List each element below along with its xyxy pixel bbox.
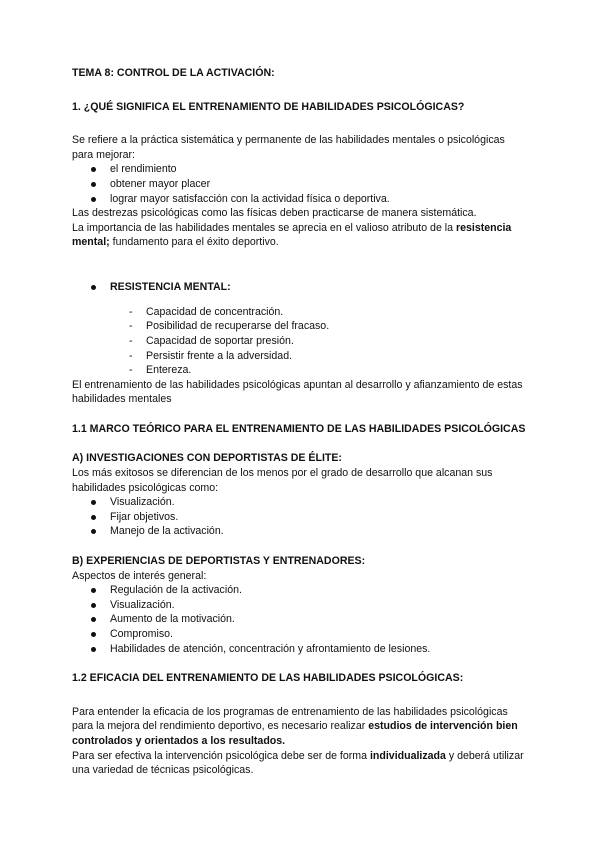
list-item: - Capacidad de concentración. [72,305,528,320]
subsection-a-intro: Los más exitosos se diferencian de los menos por el grado de desarrollo que alcanan sus habilidades psicológicas como: [72,467,493,494]
list-item: - Persistir frente a la adversidad. [72,349,528,364]
paragraph-1-bold: estudios de intervención bien controlados y orientados a los resultados. [72,720,518,747]
section-1-intro: Se refiere a la práctica sistemática y permanente de las habilidades mentales o psicológicas para mejorar: [72,134,505,161]
resistencia-mental-list [72,305,528,378]
list-item: Aumento de la motivación. [72,612,528,627]
section-1-2-paragraph-2 [72,749,528,778]
paragraph-2-bold: individualizada [369,749,446,762]
document-page [72,66,528,778]
resistencia-mental-heading: RESISTENCIA MENTAL: [72,280,528,295]
list-item: - Posibilidad de recuperarse del fracaso. [72,319,528,334]
list-item: Manejo de la activación. [72,524,528,539]
line-2-bold: resistencia mental; [72,221,512,249]
subsection-b-list [72,583,528,656]
line-2-text: La importancia de las habilidades mentales se aprecia en el valioso atributo de la [72,221,456,234]
list-item: - Entereza. [72,363,528,378]
section-1-2-paragraph-1 [72,705,528,749]
list-item: obtener mayor placer [72,177,528,192]
list-item: Fijar objetivos. [72,510,528,525]
subsection-a-heading: A) INVESTIGACIONES CON DEPORTISTAS DE ÉLITE: [72,452,342,465]
subsection-b-intro: Aspectos de interés general: [72,569,207,582]
list-item: Regulación de la activación. [72,583,528,598]
paragraph-2-text: Para ser efectiva la intervención psicológica debe ser de forma [72,749,370,762]
list-item: lograr mayor satisfacción con la actividad física o deportiva. [72,192,528,207]
section-1-bullet-list [72,162,528,206]
line-2-tail: fundamento para el éxito deportivo. [109,236,279,249]
list-item: Visualización. [72,495,528,510]
paragraph-1-text: Para entender la eficacia de los programas de entrenamiento de las habilidades psicológicas para la mejora del rendimiento deportivo, es necesario realizar [72,705,508,733]
subsection-a-list [72,495,528,539]
list-item: Habilidades de atención, concentración y afrontamiento de lesiones. [72,642,528,657]
list-item: el rendimiento [72,162,528,177]
section-1-closing: El entrenamiento de las habilidades psicológicas apuntan al desarrollo y afianzamiento de estas habilidades mentales [72,378,523,406]
section-1-line-2 [72,221,528,250]
list-item: Visualización. [72,598,528,613]
paragraph-2-tail: y deberá utilizar una variedad de técnicas psicológicas. [72,749,524,777]
list-item: Compromiso. [72,627,528,642]
subsection-b-heading: B) EXPERIENCIAS DE DEPORTISTAS Y ENTRENADORES: [72,555,366,568]
section-1-heading: 1. ¿QUÉ SIGNIFICA EL ENTRENAMIENTO DE HABILIDADES PSICOLÓGICAS? [72,100,465,113]
list-item: - Capacidad de soportar presión. [72,334,528,349]
section-1-line-1: Las destrezas psicológicas como las físicas deben practicarse de manera sistemática. [72,207,477,220]
document-title: TEMA 8: CONTROL DE LA ACTIVACIÓN: [72,67,275,79]
section-1-1-heading: 1.1 MARCO TEÓRICO PARA EL ENTRENAMIENTO DE LAS HABILIDADES PSICOLÓGICAS [72,422,526,435]
section-1-2-heading: 1.2 EFICACIA DEL ENTRENAMIENTO DE LAS HABILIDADES PSICOLÓGICAS: [72,672,464,685]
